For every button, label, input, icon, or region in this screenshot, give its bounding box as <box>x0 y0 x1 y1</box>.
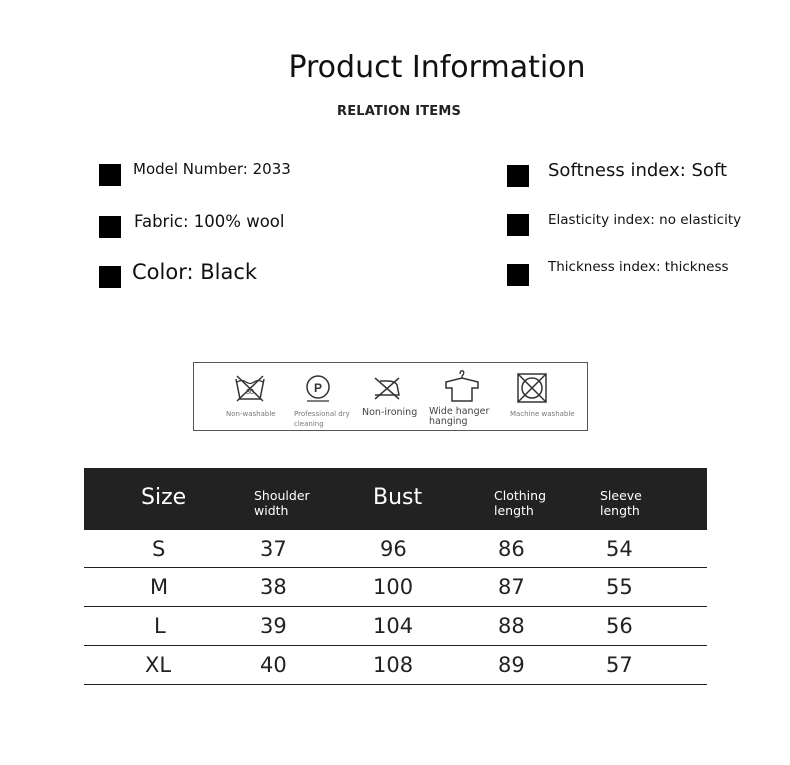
cell-sleeve: 54 <box>606 537 633 561</box>
cell-bust: 100 <box>373 575 414 599</box>
attribute-text: Thickness index: thickness <box>548 259 729 275</box>
attribute-elasticity <box>507 214 741 236</box>
svg-text:30: 30 <box>246 389 254 396</box>
cell-shoulder: 38 <box>260 575 287 599</box>
cell-shoulder: 40 <box>260 653 287 677</box>
cell-size: S <box>152 537 166 561</box>
care-label: Non-washable <box>226 410 276 418</box>
professional-dry-cleaning-icon <box>304 373 332 403</box>
cell-size: L <box>154 614 166 638</box>
attribute-text: Model Number: 2033 <box>133 160 291 178</box>
cell-length: 89 <box>498 653 525 677</box>
cell-sleeve: 55 <box>606 575 633 599</box>
header-sleeve-length: Sleeve length <box>600 488 642 518</box>
attribute-text: Fabric: 100% wool <box>134 212 285 231</box>
table-row <box>84 568 707 607</box>
page-title: Product Information <box>288 50 586 85</box>
cell-bust: 104 <box>373 614 414 638</box>
cell-shoulder: 39 <box>260 614 287 638</box>
care-label: Professional dry cleaning <box>294 410 350 428</box>
cell-size: M <box>150 575 169 599</box>
bullet-square-icon <box>507 214 529 236</box>
attribute-text: Color: Black <box>132 260 258 284</box>
table-row <box>84 646 707 685</box>
bullet-square-icon <box>507 264 529 286</box>
cell-length: 86 <box>498 537 525 561</box>
header-bust: Bust <box>373 485 423 510</box>
table-header <box>84 468 707 530</box>
attribute-color <box>99 260 258 288</box>
cell-length: 88 <box>498 614 525 638</box>
header-size: Size <box>141 485 187 510</box>
bullet-square-icon <box>99 164 121 186</box>
attribute-text: Elasticity index: no elasticity <box>548 212 742 228</box>
care-label: Non-ironing <box>362 407 418 418</box>
attribute-model-number <box>99 160 291 186</box>
attribute-fabric <box>99 212 285 238</box>
bullet-square-icon <box>99 216 121 238</box>
wide-hanger-icon <box>444 368 480 404</box>
non-ironing-icon <box>372 375 402 401</box>
cell-length: 87 <box>498 575 525 599</box>
cell-sleeve: 56 <box>606 614 633 638</box>
table-row <box>84 530 707 568</box>
bullet-square-icon <box>507 165 529 187</box>
care-label: Wide hanger hanging <box>429 406 490 427</box>
care-label: Machine washable <box>510 410 575 418</box>
size-table <box>84 468 707 685</box>
bullet-square-icon <box>99 266 121 288</box>
cell-size: XL <box>145 653 172 677</box>
header-clothing-length: Clothing length <box>494 488 547 518</box>
attribute-thickness <box>507 259 729 286</box>
table-row <box>84 607 707 646</box>
cell-shoulder: 37 <box>260 537 287 561</box>
section-subtitle: RELATION ITEMS <box>337 104 462 119</box>
attribute-text: Softness index: Soft <box>548 160 728 181</box>
svg-text:P: P <box>313 381 323 395</box>
cell-sleeve: 57 <box>606 653 633 677</box>
header-shoulder-width: Shoulder width <box>254 488 310 518</box>
non-washable-icon <box>234 373 266 403</box>
cell-bust: 96 <box>380 537 407 561</box>
attribute-softness <box>507 160 728 187</box>
care-instructions-panel <box>193 362 588 431</box>
cell-bust: 108 <box>373 653 414 677</box>
machine-washable-icon <box>516 372 548 404</box>
